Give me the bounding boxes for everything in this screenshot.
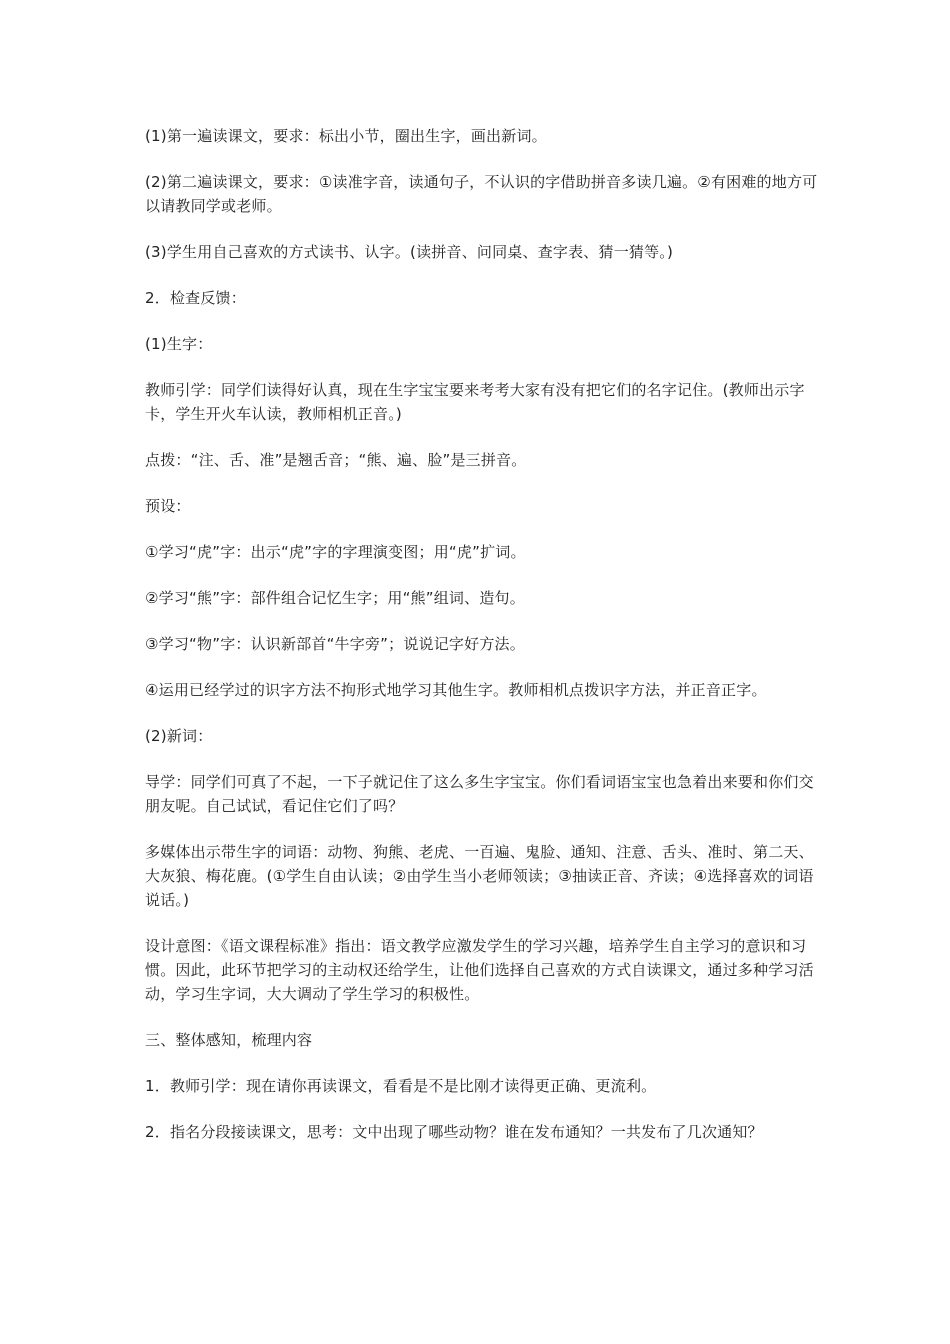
subsection-new-words: (2)新词：: [145, 727, 213, 745]
section-check-feedback: 2．检查反馈：: [145, 289, 246, 307]
paragraph-reread: 1．教师引学：现在请你再读课文，看看是不是比刚才读得更正确、更流利。: [145, 1077, 657, 1095]
paragraph-teacher-guide-characters: 教师引学：同学们读得好认真，现在生字宝宝要来考考大家有没有把它们的名字记住。(教师出示字卡，学生开火车认读，教师相机正音。): [145, 381, 805, 423]
section-heading-overall-perception: 三、整体感知，梳理内容: [145, 1031, 313, 1049]
list-item-other-characters: ④运用已经学过的识字方法不拘形式地学习其他生字。教师相机点拨识字方法，并正音正字。: [145, 681, 767, 699]
paragraph-design-intent: 设计意图：《语文课程标准》指出：语文教学应激发学生的学习兴趣，培养学生自主学习的意识和习惯。因此，此环节把学习的主动权还给学生，让他们选择自己喜欢的方式自读课文，通过多种学习活动，学习生字词，大大调动了学生学习的积极性。: [145, 937, 814, 1003]
paragraph-multimedia-words: 多媒体出示带生字的词语：动物、狗熊、老虎、一百遍、鬼脸、通知、注意、舌头、准时、第二天、大灰狼、梅花鹿。(①学生自由认读；②由学生当小老师领读；③抽读正音、齐读；④选择喜欢的词语说话。): [145, 843, 814, 909]
paragraph-pointers: 点拨：“注、舌、准”是翘舌音；“熊、遍、脸”是三拼音。: [145, 451, 527, 469]
list-item-bear: ②学习“熊”字：部件组合记忆生字；用“熊”组词、造句。: [145, 589, 525, 607]
list-item-tiger: ①学习“虎”字：出示“虎”字的字理演变图；用“虎”扩词。: [145, 543, 526, 561]
subsection-new-characters: (1)生字：: [145, 335, 213, 353]
paragraph-read-first: (1)第一遍读课文，要求：标出小节，圈出生字，画出新词。: [145, 127, 547, 145]
paragraph-read-own-way: (3)学生用自己喜欢的方式读书、认字。(读拼音、问同桌、查字表、猜一猜等。): [145, 243, 674, 261]
paragraph-segment-reading: 2．指名分段接读课文，思考：文中出现了哪些动物？谁在发布通知？一共发布了几次通知？: [145, 1123, 763, 1141]
list-item-thing: ③学习“物”字：认识新部首“牛字旁”；说说记字好方法。: [145, 635, 525, 653]
paragraph-read-second: (2)第二遍读课文，要求：①读准字音，读通句子，不认识的字借助拼音多读几遍。②有困难的地方可以请教同学或老师。: [145, 173, 818, 215]
paragraph-guided-learning: 导学：同学们可真了不起，一下子就记住了这么多生字宝宝。你们看词语宝宝也急着出来要和你们交朋友呢。自己试试，看记住它们了吗？: [145, 773, 814, 815]
paragraph-preset: 预设：: [145, 497, 191, 515]
document-body: [145, 124, 825, 1144]
